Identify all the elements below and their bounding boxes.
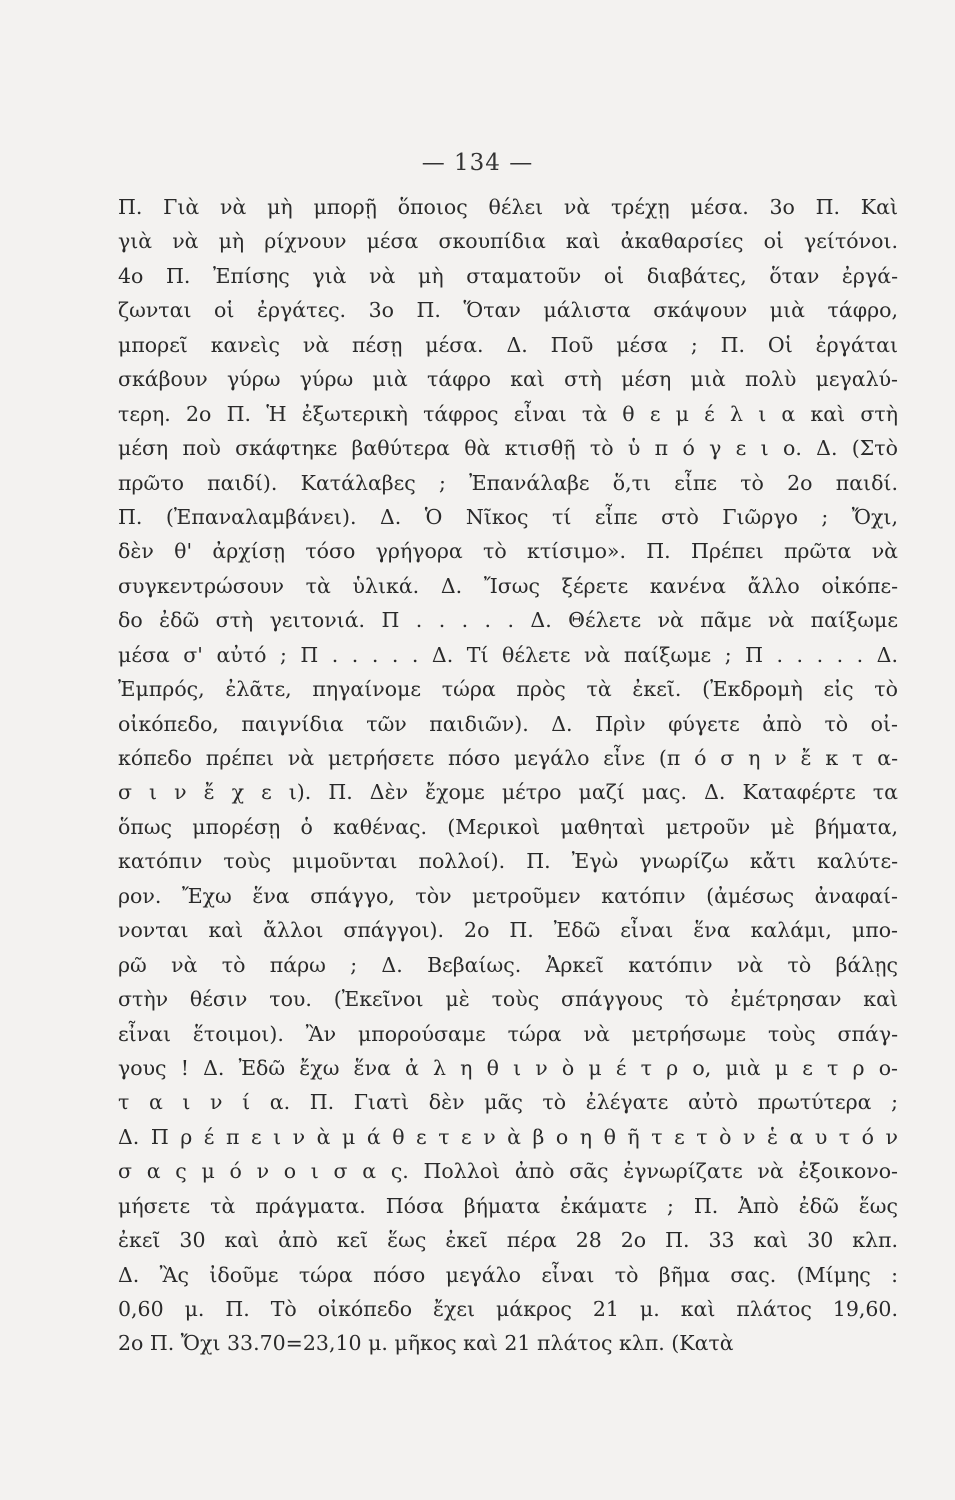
text-line: ὅπως μπορέσῃ ὁ καθένας. (Μερικοὶ μαθηταὶ μετροῦν μὲ βήματα,: [118, 814, 898, 839]
text-line: ρον. Ἔχω ἕνα σπάγγο, τὸν μετροῦμεν κατόπιν (ἀμέσως ἀναφαί-: [118, 883, 898, 908]
text-line: εἶναι ἕτοιμοι). Ἂν μπορούσαμε τώρα νὰ μετρήσωμε τοὺς σπάγ-: [118, 1021, 898, 1046]
text-line: Π. (Ἐπαναλαμβάνει). Δ. Ὁ Νῖκος τί εἶπε στὸ Γιῶργο ; Ὄχι,: [118, 504, 898, 529]
text-line: δο ἐδῶ στὴ γειτονιά. Π . . . . . Δ. Θέλετε νὰ πᾶμε νὰ παίξωμε: [118, 608, 898, 633]
text-line: 2ο Π. Ὄχι 33.70=23,10 μ. μῆκος καὶ 21 πλάτος κλπ. (Κατὰ: [118, 1331, 734, 1356]
text-line: μήσετε τὰ πράγματα. Πόσα βήματα ἐκάματε ; Π. Ἀπὸ ἐδῶ ἕως: [118, 1193, 898, 1218]
text-line: σκάβουν γύρω γύρω μιὰ τάφρο καὶ στὴ μέση μιὰ πολὺ μεγαλύ-: [118, 367, 898, 392]
text-line: κατόπιν τοὺς μιμοῦνται πολλοί). Π. Ἐγὼ γνωρίζω κἄτι καλύτε-: [118, 849, 898, 874]
text-line: 4ο Π. Ἐπίσης γιὰ νὰ μὴ σταματοῦν οἱ διαβάτες, ὅταν ἐργά-: [118, 263, 898, 288]
text-line: σ α ς μ ό ν ο ι σ α ς. Πολλοὶ ἀπὸ σᾶς ἐγνωρίζατε νὰ ἐξοικονο-: [118, 1159, 898, 1184]
text-line: κόπεδο πρέπει νὰ μετρήσετε πόσο μεγάλο εἶνε (π ό σ η ν ἔ κ τ α-: [118, 746, 898, 770]
text-line: μπορεῖ κανεὶς νὰ πέσῃ μέσα. Δ. Ποῦ μέσα ; Π. Οἱ ἐργάται: [118, 332, 898, 357]
text-line: γιὰ νὰ μὴ ρίχνουν μέσα σκουπίδια καὶ ἀκαθαρσίες οἱ γείτόνοι.: [118, 229, 898, 254]
text-line: τερη. 2ο Π. Ἡ ἐξωτερικὴ τάφρος εἶναι τὰ θ ε μ έ λ ι α καὶ στὴ: [118, 401, 898, 426]
body-text: [118, 190, 898, 1361]
text-line: σ ι ν ἔ χ ε ι). Π. Δὲν ἔχομε μέτρο μαζί μας. Δ. Καταφέρτε τα: [118, 780, 898, 805]
text-line: 0,60 μ. Π. Τὸ οἰκόπεδο ἔχει μάκρος 21 μ. καὶ πλάτος 19,60.: [118, 1297, 898, 1321]
text-line: Π. Γιὰ νὰ μὴ μπορῇ ὅποιος θέλει νὰ τρέχῃ μέσα. 3ο Π. Καὶ: [118, 195, 898, 219]
text-line: τ α ι ν ί α. Π. Γιατὶ δὲν μᾶς τὸ ἐλέγατε αὐτὸ πρωτύτερα ;: [118, 1090, 898, 1115]
text-line: συγκεντρώσουν τὰ ὑλικά. Δ. Ἴσως ξέρετε κανένα ἄλλο οἰκόπε-: [118, 573, 898, 598]
page-number: — 134 —: [421, 150, 534, 176]
text-line: γους ! Δ. Ἐδῶ ἔχω ἕνα ἀ λ η θ ι ν ὸ μ έ τ ρ ο, μιὰ μ ε τ ρ ο-: [118, 1055, 898, 1080]
text-line: πρῶτο παιδί). Κατάλαβες ; Ἐπανάλαβε ὅ,τι εἶπε τὸ 2ο παιδί.: [118, 470, 898, 495]
text-line: οἰκόπεδο, παιγνίδια τῶν παιδιῶν). Δ. Πρὶν φύγετε ἀπὸ τὸ οἰ-: [118, 711, 898, 736]
text-line: Δ. Ἂς ἰδοῦμε τώρα πόσο μεγάλο εἶναι τὸ βῆμα σας. (Μίμης :: [118, 1262, 898, 1287]
text-line: στὴν θέσιν του. (Ἐκεῖνοι μὲ τοὺς σπάγγους τὸ ἐμέτρησαν καὶ: [118, 987, 898, 1012]
text-line: ἐκεῖ 30 καὶ ἀπὸ κεῖ ἕως ἐκεῖ πέρα 28 2ο Π. 33 καὶ 30 κλπ.: [118, 1228, 898, 1253]
text-line: Δ. Π ρ έ π ε ι ν ὰ μ ά θ ε τ ε ν ὰ β ο η θ ῆ τ ε τ ὸ ν ἑ α υ τ ό ν: [118, 1124, 898, 1149]
text-line: νονται καὶ ἄλλοι σπάγγοι). 2ο Π. Ἐδῶ εἶναι ἕνα καλάμι, μπο-: [118, 918, 898, 943]
text-line: δὲν θ' ἀρχίσῃ τόσο γρήγορα τὸ κτίσιμο». Π. Πρέπει πρῶτα νὰ: [118, 539, 898, 564]
text-line: μέσα σ' αὐτό ; Π . . . . . Δ. Τί θέλετε νὰ παίξωμε ; Π . . . . . Δ.: [118, 642, 898, 667]
text-line: μέση ποὺ σκάφτηκε βαθύτερα θὰ κτισθῇ τὸ ὑ π ό γ ε ι ο. Δ. (Στὸ: [118, 436, 898, 461]
text-line: ρῶ νὰ τὸ πάρω ; Δ. Βεβαίως. Ἀρκεῖ κατόπιν νὰ τὸ βάλῃς: [118, 952, 898, 977]
text-line: Ἐμπρός, ἐλᾶτε, πηγαίνομε τώρα πρὸς τὰ ἐκεῖ. (Ἐκδρομὴ εἰς τὸ: [118, 677, 898, 702]
text-line: ζωνται οἱ ἐργάτες. 3ο Π. Ὅταν μάλιστα σκάψουν μιὰ τάφρο,: [118, 298, 898, 323]
